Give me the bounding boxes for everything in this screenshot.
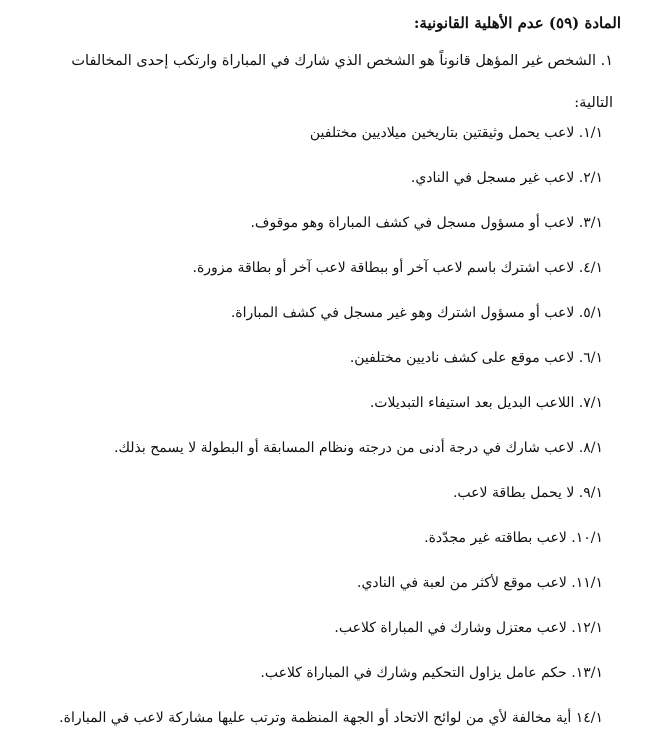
- list-item-text: ٩/١. لا يحمل بطاقة لاعب.: [452, 485, 603, 501]
- intro-line-2: التالية:: [574, 95, 613, 111]
- list-item-text: ٨/١. لاعب شارك في درجة أدنى من درجته ونظام المسابقة أو البطولة لا يسمح بذلك.: [114, 440, 603, 456]
- list-item: [18, 570, 603, 615]
- list-item: [18, 615, 603, 660]
- list-item-text: ٥/١. لاعب أو مسؤول اشترك وهو غير مسجل في كشف المباراة.: [230, 305, 603, 321]
- violations-list: [18, 120, 621, 750]
- list-item-text: ٣/١. لاعب أو مسؤول مسجل في كشف المباراة وهو موقوف.: [250, 215, 603, 231]
- list-item: [18, 300, 603, 345]
- intro-line-1: ١. الشخص غير المؤهل قانوناً هو الشخص الذي شارك في المباراة وارتكب إحدى المخالفات: [71, 53, 613, 69]
- list-item: [18, 480, 603, 525]
- list-item: [18, 165, 603, 210]
- list-item: [18, 390, 603, 435]
- list-item: [18, 120, 603, 165]
- list-item-text: ١١/١. لاعب موقع لأكثر من لعبة في النادي.: [357, 575, 603, 591]
- list-item-text: ١٣/١. حكم عامل يزاول التحكيم وشارك في المباراة كلاعب.: [260, 665, 603, 681]
- list-item-text: ١/١. لاعب يحمل وثيقتين بتاريخين ميلاديين مختلفين: [309, 125, 603, 141]
- article-intro: [18, 50, 621, 114]
- list-item-text: ٧/١. اللاعب البديل بعد استيفاء التبديلات.: [369, 395, 603, 411]
- list-item-text: ١٢/١. لاعب معتزل وشارك في المباراة كلاعب.: [334, 620, 603, 636]
- list-item: [18, 210, 603, 255]
- list-item: [18, 255, 603, 300]
- list-item-text: ٢/١. لاعب غير مسجل في النادي.: [410, 170, 603, 186]
- list-item: [18, 660, 603, 705]
- list-item: [18, 435, 603, 480]
- list-item-text: ٤/١. لاعب اشترك باسم لاعب آخر أو ببطاقة لاعب آخر أو بطاقة مزورة.: [192, 260, 603, 276]
- article-title: المادة (٥٩) عدم الأهلية القانونية:: [413, 14, 621, 32]
- list-item: [18, 345, 603, 390]
- list-item-text: ٦/١. لاعب موقع على كشف ناديين مختلفين.: [349, 350, 603, 366]
- list-item: [18, 525, 603, 570]
- list-item: [18, 705, 603, 750]
- list-item-text: ١٤/١ أية مخالفة لأي من لوائح الاتحاد أو الجهة المنظمة وترتب عليها مشاركة لاعب في المباراة.: [59, 710, 603, 726]
- list-item-text: ١٠/١. لاعب بطاقته غير مجدّدة.: [424, 530, 603, 546]
